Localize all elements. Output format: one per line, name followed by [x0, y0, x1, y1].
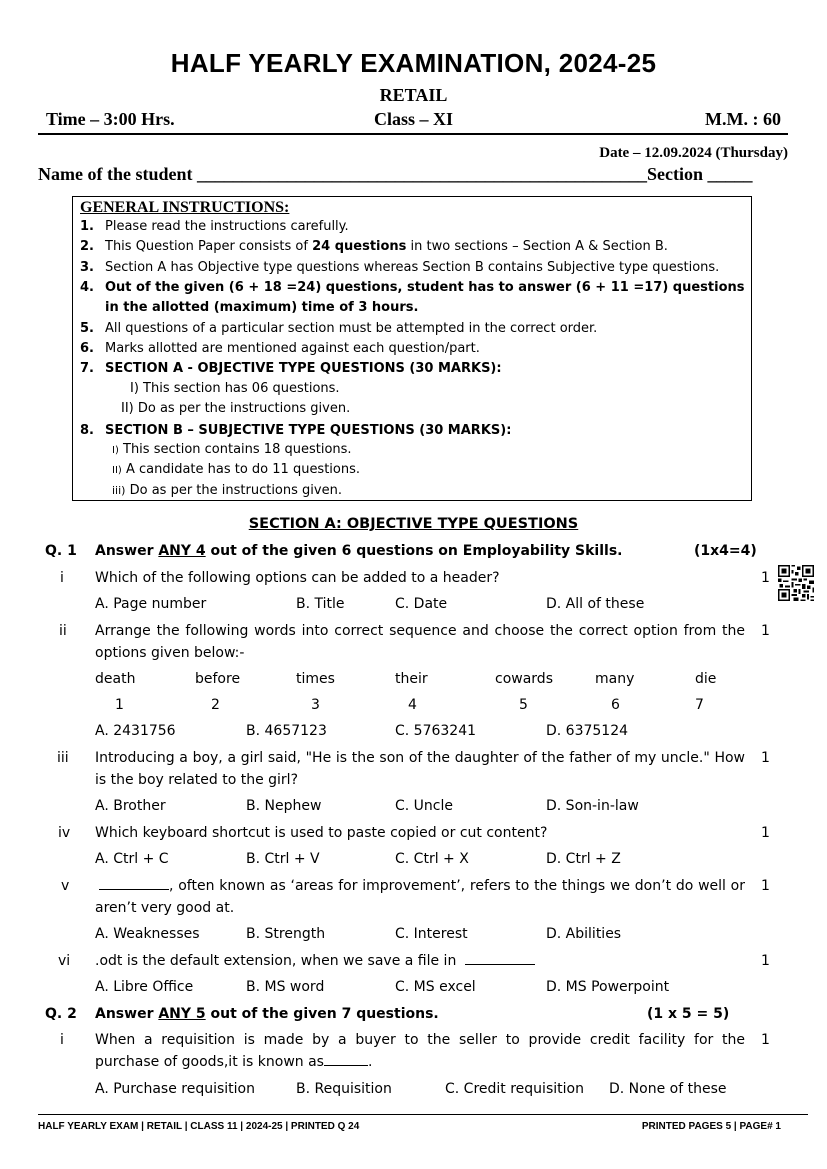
option-d[interactable]: D. 6375124 [546, 723, 629, 739]
option-b[interactable]: B. Title [296, 596, 345, 612]
jumbled-word: their [395, 671, 428, 687]
student-name-row [38, 164, 753, 185]
question-number: Q. 2 [45, 1006, 77, 1022]
footer-left: HALF YEARLY EXAM | RETAIL | CLASS 11 | 2024-25 | PRINTED Q 24 [38, 1121, 360, 1132]
option-a[interactable]: A. Libre Office [95, 979, 194, 995]
instruction-subitem: II) A candidate has to do 11 questions. [112, 462, 361, 477]
student-name-line[interactable]: __________________________________________________ [197, 164, 647, 184]
part-mark: 1 [761, 825, 770, 841]
header-rule [38, 133, 788, 135]
part-mark: 1 [761, 1032, 770, 1048]
option-c[interactable]: C. 5763241 [395, 723, 477, 739]
instructions-title: GENERAL INSTRUCTIONS: [80, 199, 290, 216]
part-number: vi [58, 953, 71, 969]
option-d[interactable]: D. Abilities [546, 926, 622, 942]
part-number: iii [57, 750, 69, 766]
jumbled-word: die [695, 671, 717, 687]
instruction-subitem: II) Do as per the instructions given. [121, 401, 351, 416]
option-a[interactable]: A. Weaknesses [95, 926, 200, 942]
instruction-text: This Question Paper consists of 24 questions in two sections – Section A & Section B. [105, 239, 668, 254]
instruction-number: 5. [80, 321, 94, 336]
question-number: Q. 1 [45, 543, 77, 559]
jumbled-word: times [296, 671, 335, 687]
option-b[interactable]: B. Requisition [296, 1081, 392, 1097]
option-c[interactable]: C. Ctrl + X [395, 851, 469, 867]
question-text: , often known as ‘areas for improvement’, refers to the things we don’t do well or aren’t very good at. [95, 875, 745, 919]
option-d[interactable]: D. Ctrl + Z [546, 851, 621, 867]
option-b[interactable]: B. Nephew [246, 798, 322, 814]
instruction-number: 2. [80, 239, 94, 254]
instruction-number: 6. [80, 341, 94, 356]
instruction-number: 3. [80, 260, 94, 275]
footer-rule [38, 1114, 808, 1115]
question-text: .odt is the default extension, when we save a file in [95, 950, 745, 972]
word-number: 2 [211, 697, 220, 713]
instruction-subitem: I) This section contains 18 questions. [112, 442, 352, 457]
option-a[interactable]: A. Page number [95, 596, 207, 612]
answer-blank[interactable] [324, 1051, 368, 1066]
instruction-number: 7. [80, 361, 94, 376]
word-number: 1 [115, 697, 124, 713]
student-name-label: Name of the student [38, 164, 193, 184]
question-text: Arrange the following words into correct sequence and choose the correct option from the options given below:- [95, 623, 745, 661]
instruction-text: Section A has Objective type questions whereas Section B contains Subjective type questions. [105, 260, 720, 275]
word-number: 3 [311, 697, 320, 713]
jumbled-word: death [95, 671, 136, 687]
part-mark: 1 [761, 570, 770, 586]
subject-name: RETAIL [379, 85, 448, 105]
option-b[interactable]: B. Ctrl + V [246, 851, 320, 867]
part-number: iv [58, 825, 71, 841]
question-text: Introducing a boy, a girl said, "He is the son of the daughter of the father of my uncle." How is the boy related to the girl? [95, 750, 745, 788]
question-text: Which keyboard shortcut is used to paste copied or cut content? [95, 825, 548, 841]
instruction-number: 4. [80, 280, 94, 295]
instruction-text: SECTION A - OBJECTIVE TYPE QUESTIONS (30 MARKS): [105, 361, 502, 376]
part-mark: 1 [761, 878, 770, 894]
part-mark: 1 [761, 953, 770, 969]
footer-right: PRINTED PAGES 5 | PAGE# 1 [641, 1121, 781, 1132]
part-number: v [61, 878, 70, 894]
instruction-text: Please read the instructions carefully. [105, 219, 349, 234]
option-b[interactable]: B. 4657123 [246, 723, 327, 739]
option-c[interactable]: C. Interest [395, 926, 468, 942]
question-text: Which of the following options can be added to a header? [95, 570, 500, 586]
section-label: Section [647, 164, 703, 184]
part-number: i [60, 1032, 64, 1048]
word-number: 7 [695, 697, 704, 713]
option-c[interactable]: C. Uncle [395, 798, 453, 814]
qr-code-icon [778, 565, 814, 601]
section-line[interactable]: _____ [707, 164, 753, 184]
option-d[interactable]: D. All of these [546, 596, 645, 612]
instruction-subitem: iii) Do as per the instructions given. [112, 483, 342, 498]
class-label: Class – XI [373, 109, 453, 129]
part-number: ii [59, 623, 67, 639]
question-marks: (1x4=4) [694, 543, 757, 559]
jumbled-word: before [195, 671, 241, 687]
jumbled-word: many [595, 671, 635, 687]
option-b[interactable]: B. Strength [246, 926, 326, 942]
option-c[interactable]: C. Date [395, 596, 448, 612]
part-mark: 1 [761, 623, 770, 639]
option-a[interactable]: A. Brother [95, 798, 166, 814]
section-a-heading: SECTION A: OBJECTIVE TYPE QUESTIONS [248, 516, 579, 532]
instruction-text: Marks allotted are mentioned against each question/part. [105, 341, 480, 356]
instruction-number: 8. [80, 423, 94, 438]
option-a[interactable]: A. 2431756 [95, 723, 176, 739]
exam-date: Date – 12.09.2024 (Thursday) [599, 145, 788, 161]
word-number: 5 [519, 697, 528, 713]
jumbled-word: cowards [495, 671, 553, 687]
instruction-number: 1. [80, 219, 94, 234]
question-instruction: Answer ANY 4 out of the given 6 questions on Employability Skills. [95, 543, 623, 559]
option-d[interactable]: D. None of these [609, 1081, 727, 1097]
max-marks: M.M. : 60 [705, 109, 781, 129]
option-a[interactable]: A. Purchase requisition [95, 1081, 255, 1097]
instruction-text: All questions of a particular section must be attempted in the correct order. [105, 321, 598, 336]
answer-blank[interactable] [465, 950, 535, 965]
part-mark: 1 [761, 750, 770, 766]
instruction-text: SECTION B – SUBJECTIVE TYPE QUESTIONS (30 MARKS): [105, 423, 512, 438]
time-allowed: Time – 3:00 Hrs. [46, 109, 175, 129]
instruction-text: Out of the given (6 + 18 =24) questions, student has to answer (6 + 11 =17) questions in the allotted (maximum) time of 3 hours. [105, 280, 745, 315]
option-d[interactable]: D. MS Powerpoint [546, 979, 670, 995]
question-text: When a requisition is made by a buyer to the seller to provide credit facility for the purchase of goods,it is known as . [95, 1032, 745, 1070]
word-number: 6 [611, 697, 620, 713]
question-instruction: Answer ANY 5 out of the given 7 questions. [95, 1006, 439, 1022]
option-c[interactable]: C. MS excel [395, 979, 476, 995]
option-d[interactable]: D. Son-in-law [546, 798, 639, 814]
option-c[interactable]: C. Credit requisition [445, 1081, 584, 1097]
option-b[interactable]: B. MS word [246, 979, 325, 995]
word-number: 4 [408, 697, 417, 713]
question-marks: (1 x 5 = 5) [647, 1006, 730, 1022]
answer-blank[interactable] [99, 875, 169, 890]
instruction-subitem: I) This section has 06 questions. [130, 381, 340, 396]
option-a[interactable]: A. Ctrl + C [95, 851, 169, 867]
exam-title: HALF YEARLY EXAMINATION, 2024-25 [170, 48, 657, 78]
part-number: i [60, 570, 64, 586]
